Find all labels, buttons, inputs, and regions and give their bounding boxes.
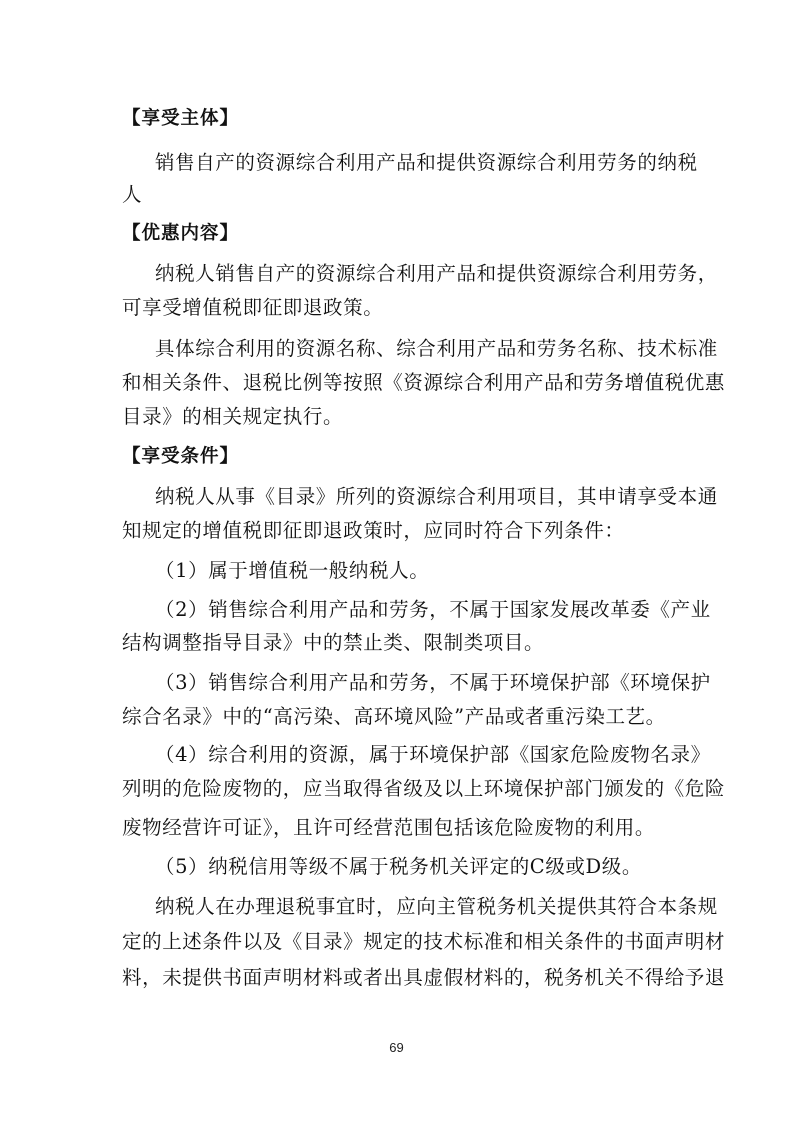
- paragraph-line: 知规定的增值税即征即退政策时，应同时符合下列条件：: [122, 519, 625, 542]
- paragraph-line: 纳税人销售自产的资源综合利用产品和提供资源综合利用劳务，: [155, 262, 718, 285]
- paragraph-line: 废物经营许可证》，且许可经营范围包括该危险废物的利用。: [122, 816, 655, 839]
- page-number: 69: [389, 1040, 404, 1055]
- paragraph-line: 销售自产的资源综合利用产品和提供资源综合利用劳务的纳税: [155, 151, 698, 174]
- paragraph-line: 料，未提供书面声明材料或者出具虚假材料的，税务机关不得给予退: [122, 966, 726, 989]
- paragraph-line: 结构调整指导目录》中的禁止类、限制类项目。: [122, 631, 545, 654]
- paragraph-line: 定的上述条件以及《目录》规定的技术标准和相关条件的书面声明材: [122, 930, 726, 953]
- section-heading-beneficiary: 【享受主体】: [122, 108, 240, 129]
- condition-item: （5）纳税信用等级不属于税务机关评定的C级或D级。: [155, 855, 642, 878]
- paragraph-line: 纳税人在办理退税事宜时，应向主管税务机关提供其符合本条规: [155, 895, 718, 918]
- paragraph-line: 纳税人从事《目录》所列的资源综合利用项目，其申请享受本通: [155, 485, 718, 508]
- section-heading-conditions: 【享受条件】: [122, 446, 240, 467]
- section-heading-content: 【优惠内容】: [122, 223, 240, 244]
- condition-item: （3）销售综合利用产品和劳务，不属于环境保护部《环境保护: [155, 671, 711, 694]
- paragraph-line: 综合名录》中的“高污染、高环境风险”产品或者重污染工艺。: [122, 705, 666, 728]
- paragraph-line: 人: [122, 183, 143, 206]
- paragraph-line: 列明的危险废物的，应当取得省级及以上环境保护部门颁发的《危险: [122, 777, 726, 800]
- paragraph-line: 目录》的相关规定执行。: [122, 405, 344, 428]
- paragraph-line: 可享受增值税即征即退政策。: [122, 296, 384, 319]
- condition-item: （4）综合利用的资源，属于环境保护部《国家危险废物名录》: [155, 743, 711, 766]
- condition-item: （1）属于增值税一般纳税人。: [155, 559, 430, 582]
- condition-item: （2）销售综合利用产品和劳务，不属于国家发展改革委《产业: [155, 598, 711, 621]
- paragraph-line: 具体综合利用的资源名称、综合利用产品和劳务名称、技术标准: [155, 337, 718, 360]
- paragraph-line: 和相关条件、退税比例等按照《资源综合利用产品和劳务增值税优惠: [122, 371, 726, 394]
